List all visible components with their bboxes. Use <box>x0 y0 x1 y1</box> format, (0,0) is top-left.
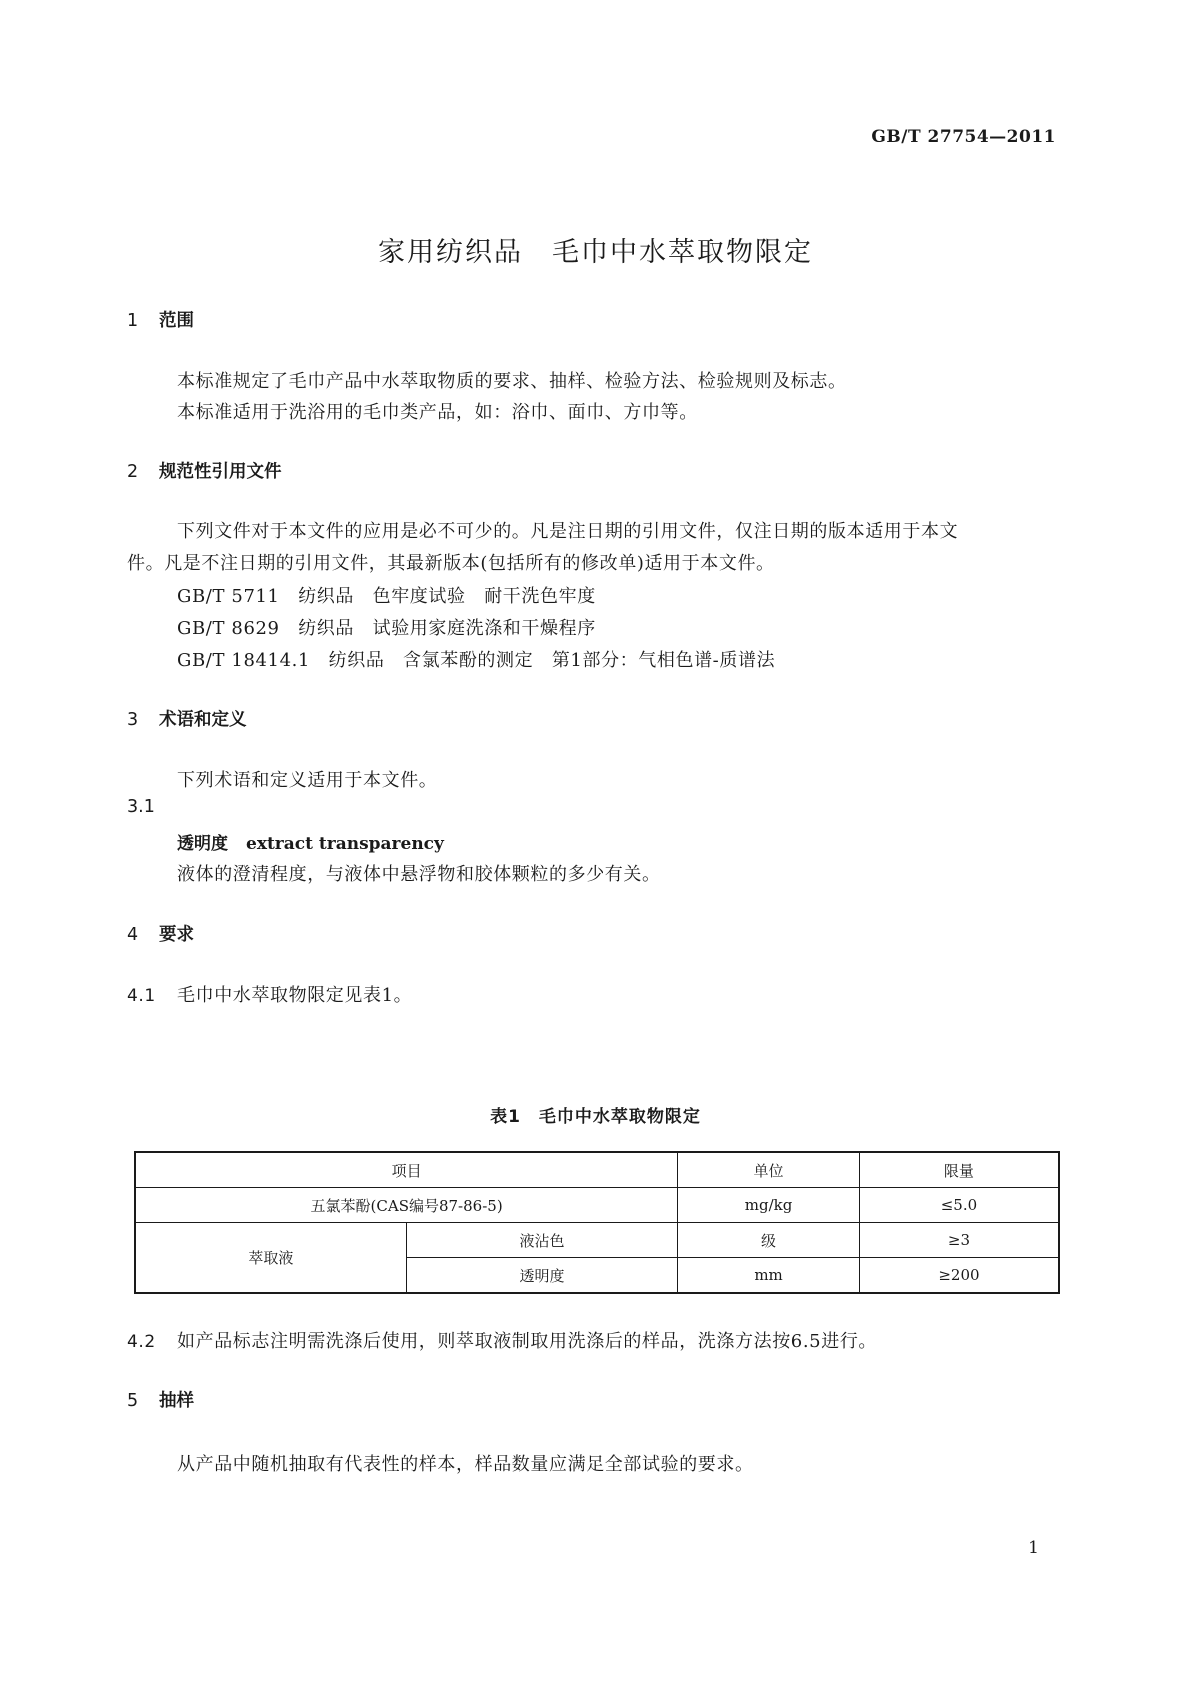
paragraph: 本标准适用于洗浴用的毛巾类产品，如：浴巾、面巾、方巾等。 <box>177 402 698 423</box>
page-title: 家用纺织品 毛巾中水萃取物限定 <box>378 237 813 268</box>
section-number: 1 <box>127 311 139 331</box>
paragraph: 本标准规定了毛巾产品中水萃取物质的要求、抽样、检验方法、检验规则及标志。 <box>177 371 847 392</box>
term-en: extract transparency <box>246 834 444 854</box>
section-title: 术语和定义 <box>159 710 247 730</box>
section-number: 2 <box>127 462 139 482</box>
section-heading-normative-references <box>127 458 282 483</box>
section-heading-sampling <box>127 1387 194 1412</box>
table-row <box>135 1223 1059 1258</box>
paragraph: 下列文件对于本文件的应用是必不可少的。凡是注日期的引用文件，仅注日期的版本适用于本文 <box>177 521 959 542</box>
paragraph: 从产品中随机抽取有代表性的样本，样品数量应满足全部试验的要求。 <box>177 1454 754 1475</box>
section-title: 范围 <box>159 311 194 331</box>
paragraph: 下列术语和定义适用于本文件。 <box>177 770 438 791</box>
clause-text: 如产品标志注明需洗涤后使用，则萃取液制取用洗涤后的样品，洗涤方法按6.5进行。 <box>177 1331 878 1352</box>
table-caption: 表1 毛巾中水萃取物限定 <box>490 1107 701 1127</box>
table-cell: ≥200 <box>859 1258 1059 1294</box>
clause-number: 4.2 <box>127 1332 156 1352</box>
section-title: 抽样 <box>159 1391 194 1411</box>
table-cell: ≤5.0 <box>859 1188 1059 1223</box>
section-heading-scope <box>127 307 194 332</box>
term-cn: 透明度 <box>177 834 228 854</box>
term-definition: 液体的澄清程度，与液体中悬浮物和胶体颗粒的多少有关。 <box>177 864 661 885</box>
section-number: 3 <box>127 710 139 730</box>
table-row <box>135 1188 1059 1223</box>
table-cell: 五氯苯酚(CAS编号87-86-5) <box>135 1188 678 1223</box>
section-number: 5 <box>127 1391 139 1411</box>
clause <box>127 1327 877 1353</box>
term-number: 3.1 <box>127 797 155 817</box>
standard-number: GB/T 27754—2011 <box>871 127 1056 147</box>
table-header-cell: 项目 <box>135 1152 678 1188</box>
paragraph: 件。凡是不注日期的引用文件，其最新版本(包括所有的修改单)适用于本文件。 <box>127 553 775 574</box>
section-title: 要求 <box>159 925 194 945</box>
clause-number: 4.1 <box>127 986 156 1006</box>
clause-text: 毛巾中水萃取物限定见表1。 <box>177 985 413 1006</box>
table-cell: mg/kg <box>678 1188 860 1223</box>
term-heading <box>177 829 444 854</box>
section-heading-requirements <box>127 921 194 946</box>
section-number: 4 <box>127 925 139 945</box>
reference-item: GB/T 5711 纺织品 色牢度试验 耐干洗色牢度 <box>177 586 596 607</box>
table-header-cell: 限量 <box>859 1152 1059 1188</box>
reference-item: GB/T 8629 纺织品 试验用家庭洗涤和干燥程序 <box>177 618 596 639</box>
clause <box>127 981 412 1007</box>
table-cell: 液沾色 <box>406 1223 677 1258</box>
table-cell: 透明度 <box>406 1258 677 1294</box>
table-cell: 级 <box>678 1223 860 1258</box>
table-header-cell: 单位 <box>678 1152 860 1188</box>
reference-item: GB/T 18414.1 纺织品 含氯苯酚的测定 第1部分：气相色谱-质谱法 <box>177 650 776 671</box>
table-cell: ≥3 <box>859 1223 1059 1258</box>
section-heading-terms <box>127 706 247 731</box>
table-header-row <box>135 1152 1059 1188</box>
table-cell: 萃取液 <box>135 1223 406 1294</box>
limits-table <box>134 1151 1060 1294</box>
section-title: 规范性引用文件 <box>159 462 282 482</box>
table-cell: mm <box>678 1258 860 1294</box>
page-number: 1 <box>1028 1538 1039 1558</box>
